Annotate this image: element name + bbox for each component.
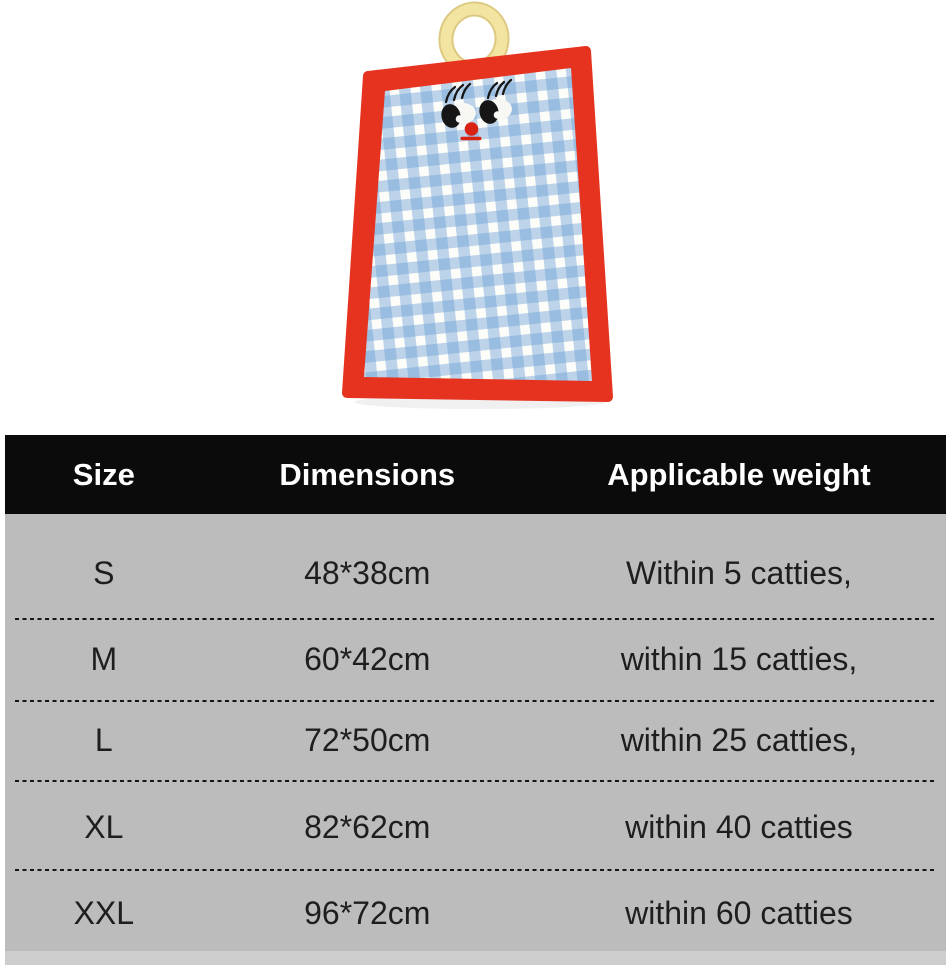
table-row-s [5,514,946,618]
right-eye-highlight [494,111,502,119]
dimensions-cell: 72*50cm [304,721,431,758]
table-row-xxl [5,869,946,958]
size-cell: M [90,640,118,677]
bag-gingham-fabric [364,68,592,381]
size-cell: XXL [73,895,135,931]
panel-bottom-strip [5,951,946,965]
weight-cell: within 40 catties [625,809,853,845]
header-cell-dimensions: Dimensions [279,456,456,492]
size-cell: S [93,554,115,591]
nose-icon [465,122,479,136]
weight-cell: Within 5 catties, [626,554,852,591]
weight-cell: within 60 catties [625,895,853,931]
size-cell: L [94,721,113,758]
size-cell: XL [84,809,124,845]
header-cell-size: Size [72,456,135,492]
weight-cell: within 15 catties, [620,640,858,677]
table-row-l [5,700,946,780]
dimensions-cell: 60*42cm [304,640,431,677]
table-header [5,435,946,514]
left-eye-highlight [456,115,464,123]
mouth-line [461,137,482,140]
size-chart [5,435,946,965]
dimensions-cell: 82*62cm [304,809,431,845]
dimensions-cell: 48*38cm [304,554,431,591]
dimensions-cell: 96*72cm [304,895,431,931]
product-photo [0,0,951,435]
table-row-xl [5,780,946,869]
header-cell-weight: Applicable weight [607,456,871,492]
table-row-m [5,618,946,700]
weight-cell: within 25 catties, [620,721,858,758]
